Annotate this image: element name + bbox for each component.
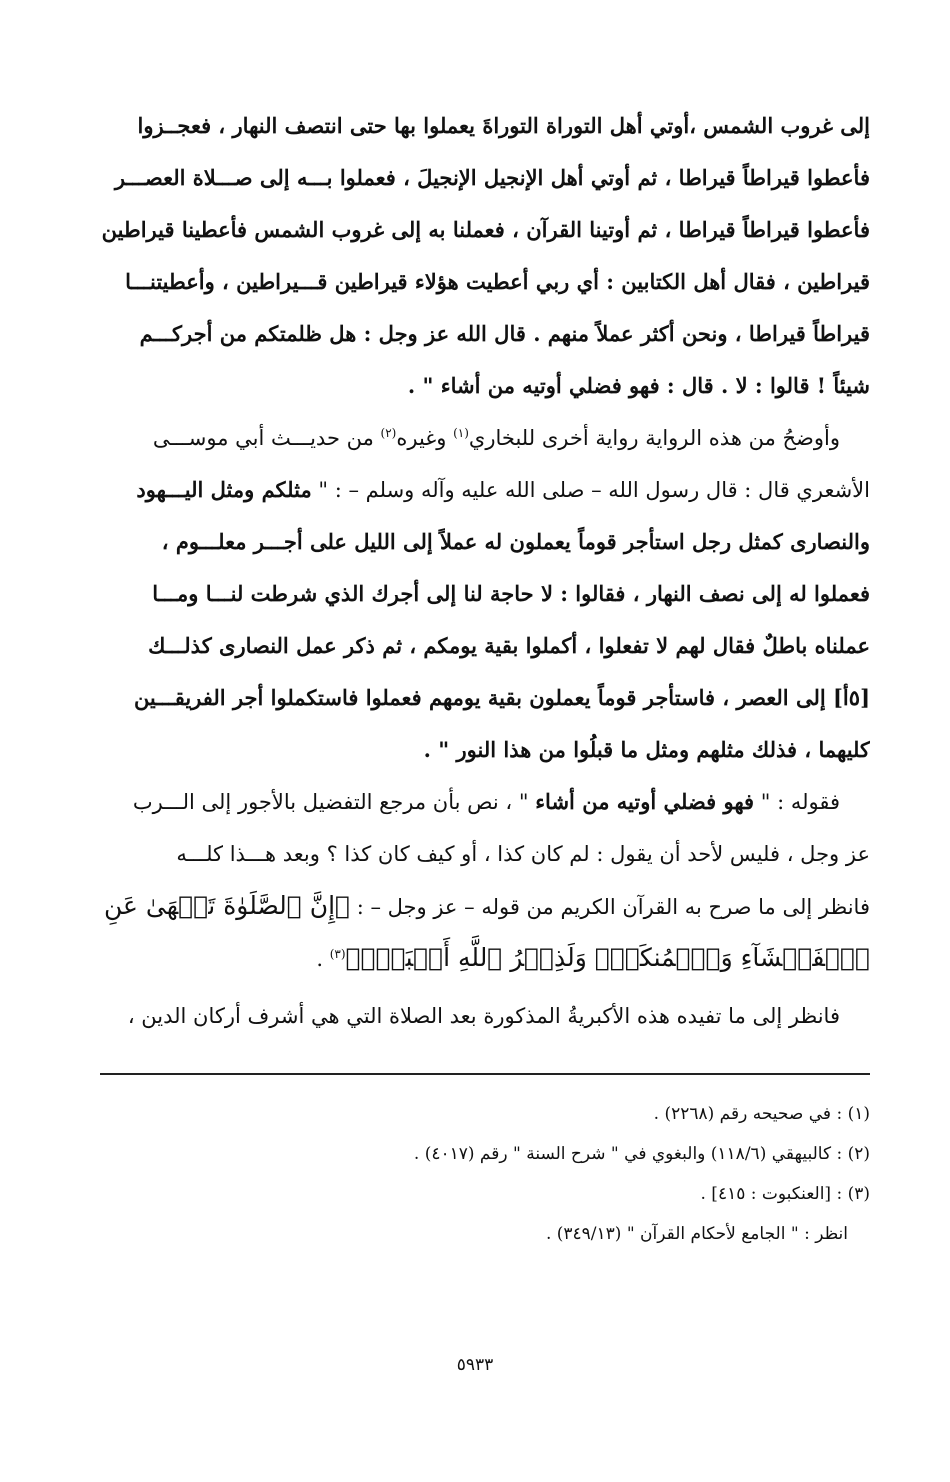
quran-verse: ﴿إِنَّ ٱلصَّلَوٰةَ تَنۡهَىٰ عَنِ: [104, 891, 351, 920]
text-line: شيئاً ! قالوا : لا . قال : فهو فضلي أوتيه من أشاء " .: [407, 373, 870, 398]
footnote-divider: [100, 1073, 870, 1075]
hadith-line: كليهما ، فذلك مثلهم ومثل ما قبلُوا من هذا النور " .: [423, 737, 870, 762]
hadith-line: فعملوا له إلى نصف النهار ، فقالوا : لا حاجة لنا إلى أجرك الذي شرطت لنـــا ومـــا: [152, 581, 870, 606]
page-number: ٥٩٣٣: [456, 1355, 494, 1375]
text-segment: وأوضحُ من هذه الرواية رواية أخرى للبخاري: [468, 426, 840, 450]
text-line: إلى غروب الشمس ،أوتي أهل التوراة التوراةَ يعملوا بها حتى انتصف النهار ، فعجــزوا: [137, 113, 870, 138]
quoted-phrase: فهو فضلي أوتيه من أشاء: [535, 789, 755, 814]
text-line: قيراطاً قيراطا ، ونحن أكثر عملاً منهم . قال الله عز وجل : هل ظلمتكم من أجركـــم: [139, 321, 870, 346]
text-segment: فقوله : ": [754, 790, 840, 814]
hadith-line: [٥أ] إلى العصر ، فاستأجر قوماً يعملون بقية يومهم فعملوا فاستكملوا أجر الفريقـــين: [133, 685, 870, 710]
text-line: [100, 412, 870, 464]
footnote-2: (٢) : كالبيهقي (١١٨/٦) والبغوي في " شرح السنة " رقم (٤٠١٧) .: [413, 1144, 870, 1164]
text-line: قيراطين ، فقال أهل الكتابين : أي ربي أعطيت هؤلاء قيراطين قـــيراطين ، وأعطيتنـــا: [125, 269, 870, 294]
footnote-ref-2: (٢): [380, 426, 397, 440]
footnote-3-continuation: انظر : " الجامع لأحكام القرآن " (٣٤٩/١٣) .: [545, 1224, 848, 1244]
hadith-line: عملناه باطلٌ فقال لهم لا تفعلوا ، أكملوا بقية يومكم ، ثم ذكر عمل النصارى كذلـــك: [148, 633, 870, 658]
footnote-ref-1: (١): [453, 426, 469, 440]
text-segment: وغيره: [396, 426, 454, 450]
hadith-line: والنصارى كمثل رجل استأجر قوماً يعملون له عملاً إلى الليل على أجـــر معلـــوم ،: [161, 529, 870, 554]
text-segment: " ، نص بأن مرجع التفضيل بالأجور إلى الـــرب: [132, 790, 536, 814]
text-line: [100, 464, 870, 516]
footnote-1: (١) : في صحيحه رقم (٢٢٦٨) .: [653, 1104, 870, 1124]
text-segment: .: [316, 947, 330, 971]
footnotes: [100, 1094, 870, 1254]
text-line: عز وجل ، فليس لأحد أن يقول : لم كان كذا ، أو كيف كان كذا ؟ وبعد هـــذا كلـــه: [176, 842, 870, 866]
main-text: [100, 100, 870, 1042]
text-segment: الأشعري قال : قال رسول الله – صلى الله عليه وآله وسلم – : ": [311, 478, 870, 502]
quran-verse: ٱلۡفَحۡشَآءِ وَٱلۡمُنكَرِۗ وَلَذِكۡرُ ٱللَّهِ أَكۡبَرُۗ﴾: [345, 943, 870, 972]
text-segment: من حديـــث أبي موســـى: [152, 426, 381, 450]
text-segment: فانظر إلى ما صرح به القرآن الكريم من قوله – عز وجل – :: [350, 895, 870, 919]
text-line: [100, 880, 870, 932]
text-line: فأعطوا قيراطاً قيراطا ، ثم أوتي أهل الإنجيل الإنجيلَ ، فعملوا بـــه إلى صـــلاة العصـــر: [114, 165, 870, 190]
text-line: فأعطوا قيراطاً قيراطا ، ثم أوتينا القرآن ، فعملنا به إلى غروب الشمس فأعطينا قيراطين: [101, 217, 870, 242]
footnote-ref-3: (٣): [329, 947, 346, 961]
hadith-text: مثلكم ومثل اليـــهود: [136, 477, 312, 502]
text-line: [100, 776, 870, 828]
text-line: [100, 932, 870, 984]
footnote-3: (٣) : [العنكبوت : ٤١٥] .: [700, 1184, 870, 1204]
text-line: فانظر إلى ما تفيده هذه الأكبريةُ المذكورة بعد الصلاة التي هي أشرف أركان الدين ،: [127, 1004, 840, 1028]
